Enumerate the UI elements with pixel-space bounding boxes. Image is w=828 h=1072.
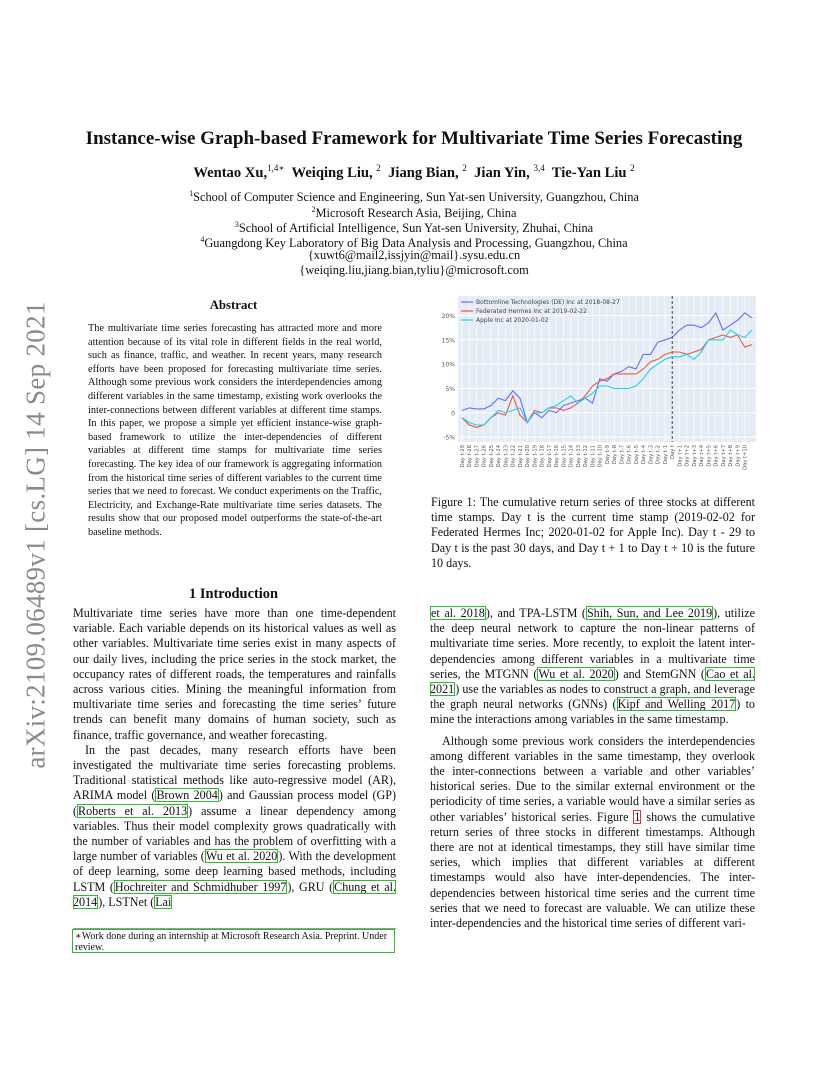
x-tick-label: Day t-13: [575, 445, 582, 468]
legend-label: Bottomline Technologies (DE) Inc at 2018-08-27: [476, 299, 620, 306]
paragraph: Although some previous work considers the interdependencies among different variables in the same timestamp, they overlook the inter-connections between a variable and other variables’ historical series. Due to the similar external environment or the periodicity of time series, a variable would have a similar series as other variables’ historical series. Figure 1 shows the cumulative return series of three stocks in different timestamps. Although there are not at identical timestamps, they still have similar time series, which implies that different variables at different timestamps would also have inter-dependencies. The inter-dependencies between historical time series and the current time series that we need to forecast are valuable. We can utilize these inter-dependencies and the historical time series of different vari-: [430, 733, 755, 931]
x-tick-label: Day t+7: [720, 445, 727, 467]
figure-reference-link[interactable]: 1: [634, 809, 641, 824]
citation-link[interactable]: Chung et al. 2014: [73, 879, 396, 909]
x-tick-label: Day t+4: [699, 445, 706, 467]
x-tick-label: Day t-1: [662, 445, 669, 465]
y-tick-label: 20%: [441, 312, 455, 320]
x-tick-label: Day t-5: [633, 445, 640, 465]
y-tick-label: 5%: [445, 385, 455, 393]
y-tick-label: -5%: [443, 434, 455, 442]
x-tick-label: Day t-24: [496, 445, 503, 468]
citation-link[interactable]: Hochreiter and Schmidhuber 1997: [114, 879, 287, 894]
x-tick-label: Day t+5: [706, 445, 713, 467]
x-tick-label: Day t+8: [728, 445, 735, 467]
paper-title: Instance-wise Graph-based Framework for Multivariate Time Series Forecasting: [85, 128, 743, 149]
author: Jiang Bian, $^2$: [388, 163, 467, 181]
y-tick-label: 15%: [441, 337, 455, 345]
figure-caption: Figure 1: The cumulative return series of three stocks at different time stamps. Day t is the current time stamp (2019-02-02 for Federated Hermes Inc; 2020-01-02 for Apple Inc). Day t - 29 to Day t is the past 30 days, and Day t + 1 to Day t + 10 is the future 10 days.: [431, 495, 755, 570]
x-tick-label: Day t+3: [691, 445, 698, 467]
section-heading-introduction: 1 Introduction: [189, 586, 278, 602]
x-tick-label: Day t-10: [597, 445, 604, 468]
x-tick-label: Day t-27: [474, 445, 481, 468]
x-tick-label: Day t+2: [684, 445, 691, 467]
x-tick-label: Day t-12: [583, 445, 590, 468]
email-line: {xuwt6@mail2,issjyin@mail}.sysu.edu.cn: [307, 248, 521, 262]
x-tick-label: Day t-18: [539, 445, 546, 468]
citation-link[interactable]: Wu et al. 2020: [538, 666, 614, 681]
x-tick-label: Day t-9: [604, 445, 611, 465]
x-tick-label: Day t-2: [655, 445, 662, 465]
citation-link[interactable]: Kipf and Welling 2017: [617, 697, 736, 712]
citation-link[interactable]: Roberts et al. 2013: [78, 803, 188, 818]
x-tick-label: Day t-21: [517, 445, 524, 468]
affiliation: $^3$School of Artificial Intelligence, Sun Yat-sen University, Zhuhai, China: [234, 220, 594, 236]
right-column-text: [430, 606, 755, 931]
x-tick-label: Day t-17: [546, 445, 553, 468]
legend-label: Federated Hermes Inc at 2019-02-22: [476, 308, 587, 315]
x-tick-label: Day t+6: [713, 445, 720, 467]
x-tick-label: Day t-20: [525, 445, 532, 468]
line-chart: [438, 292, 758, 488]
author-list: [60, 163, 768, 182]
legend-label: Apple Inc at 2020-01-02: [476, 317, 549, 324]
y-tick-label: 10%: [441, 361, 455, 369]
x-tick-label: Day t-22: [510, 445, 517, 468]
author: Weiqing Liu, $^2$: [291, 163, 381, 181]
author: Tie-Yan Liu $^2$: [551, 163, 635, 181]
x-tick-label: Day t-7: [619, 445, 626, 465]
affiliation: $^4$Guangdong Key Laboratory of Big Data Analysis and Processing, Guangzhou, China: [200, 235, 628, 251]
citation-link[interactable]: Brown 2004: [156, 788, 218, 803]
x-tick-label: Day t-16: [554, 445, 561, 468]
citation-link[interactable]: Wu et al. 2020: [205, 849, 278, 864]
x-tick-label: Day t+10: [742, 445, 749, 470]
x-tick-label: Day t+9: [735, 445, 742, 467]
x-tick-label: Day t-29: [459, 445, 466, 468]
paragraph: In the past decades, many research efforts have been investigated the multivariate time series forecasting problems. Traditional statistical methods like auto-regressive model (AR), ARIMA model (Brown 2004) and Gaussian process model (GP) (Roberts et al. 2013) assume a linear dependency among variables. Thus their model complexity grows quadratically with the number of variables and has the problem of overfitting with a large number of variables (Wu et al. 2020). With the development of deep learning, some deep learning based methods, including LSTM (Hochreiter and Schmidhuber 1997), GRU (Chung et al. 2014), LSTNet (Lai: [73, 742, 397, 909]
x-tick-label: Day t+1: [677, 445, 684, 467]
y-tick-label: 0: [451, 410, 455, 418]
x-tick-label: Day t-4: [641, 445, 648, 465]
x-tick-label: Day t-6: [626, 445, 633, 465]
author: Jian Yin, $^{3,4}$: [474, 163, 545, 181]
citation-link[interactable]: Shih, Sun, and Lee 2019: [586, 606, 713, 620]
author: Wentao Xu,$^{1,4∗}$: [193, 163, 285, 181]
x-tick-label: Day t-14: [568, 445, 575, 468]
email-line: {weiqing.liu,jiang.bian,tyliu}@microsoft.com: [299, 263, 529, 277]
x-tick-label: Day t-26: [481, 445, 488, 468]
citation-link[interactable]: et al. 2018: [431, 606, 485, 620]
arxiv-identifier: arXiv:2109.06489v1 [cs.LG] 14 Sep 2021: [20, 301, 51, 769]
x-tick-label: Day t-15: [561, 445, 568, 468]
figure-1-chart: [438, 292, 758, 488]
paragraph: et al. 2018), and TPA-LSTM (Shih, Sun, and Lee 2019), utilize the deep neural network to capture the non-linear patterns of multivariate time series. More recently, to exploit the latent inter-dependencies among different variables in a multivariate time series, the MTGNN (Wu et al. 2020) and StemGNN (Cao et al. 2021) use the variables as nodes to construct a graph, and leverage the graph neural networks (GNNs) (Kipf and Welling 2017) to mine the interactions among variables in the same timestamp.: [430, 606, 756, 727]
x-tick-label: Day t: [670, 445, 677, 459]
citation-link[interactable]: Lai: [155, 894, 172, 909]
abstract-text: The multivariate time series forecasting has attracted more and more attention because of its vital role in different fields in the real world, such as finance, traffic, and weather. In recent years, many research efforts have been proposed for forecasting multivariate time series. Although some previous work considers the interdependencies among different variables in the same timestamp, existing work overlooks the inter-connections between different variables at different time stamps. In this paper, we propose a simple yet efficient instance-wise graph-based framework to utilize the inter-dependencies of different variables at different time stamps for multivariate time series forecasting. The key idea of our framework is aggregating information from the historical time series of different variables to the current time series that we need to forecast. We conduct experiments on the Traffic, Electricity, and Exchange-Rate multivariate time series datasets. The results show that our proposed model outperforms the state-of-the-art baseline methods.: [88, 323, 382, 538]
x-tick-label: Day t-11: [590, 445, 597, 468]
x-tick-label: Day t-25: [488, 445, 495, 468]
x-tick-label: Day t-3: [648, 445, 655, 465]
footnote-rule: [73, 928, 396, 929]
x-tick-label: Day t-19: [532, 445, 539, 468]
x-tick-label: Day t-28: [467, 445, 474, 468]
left-column-text: [73, 606, 396, 910]
affiliation: $^2$Microsoft Research Asia, Beijing, China: [311, 205, 517, 221]
citation-link[interactable]: Cao et al. 2021: [430, 666, 756, 697]
footnote[interactable]: ∗Work done during an internship at Microsoft Research Asia. Preprint. Under review.: [73, 930, 394, 952]
x-tick-label: Day t-8: [612, 445, 619, 465]
abstract-heading: Abstract: [209, 298, 258, 312]
paragraph: Multivariate time series have more than one time-dependent variable. Each variable depends on its historical values as well as other variables. Multivariate time series exist in many aspects of our daily lives, including the price series in the stock market, the occupancy rates of different roads, the temperatures and rainfalls across various cities. Mining the meaningful information from multivariate time series and forecasting the time series’ future trends can benefit many domains of human society, such as finance, traffic governance, and weather forecasting.: [73, 606, 396, 742]
affiliation: $^1$School of Computer Science and Engineering, Sun Yat-sen University, Guangzhou, China: [189, 189, 639, 205]
x-tick-label: Day t-23: [503, 445, 510, 468]
